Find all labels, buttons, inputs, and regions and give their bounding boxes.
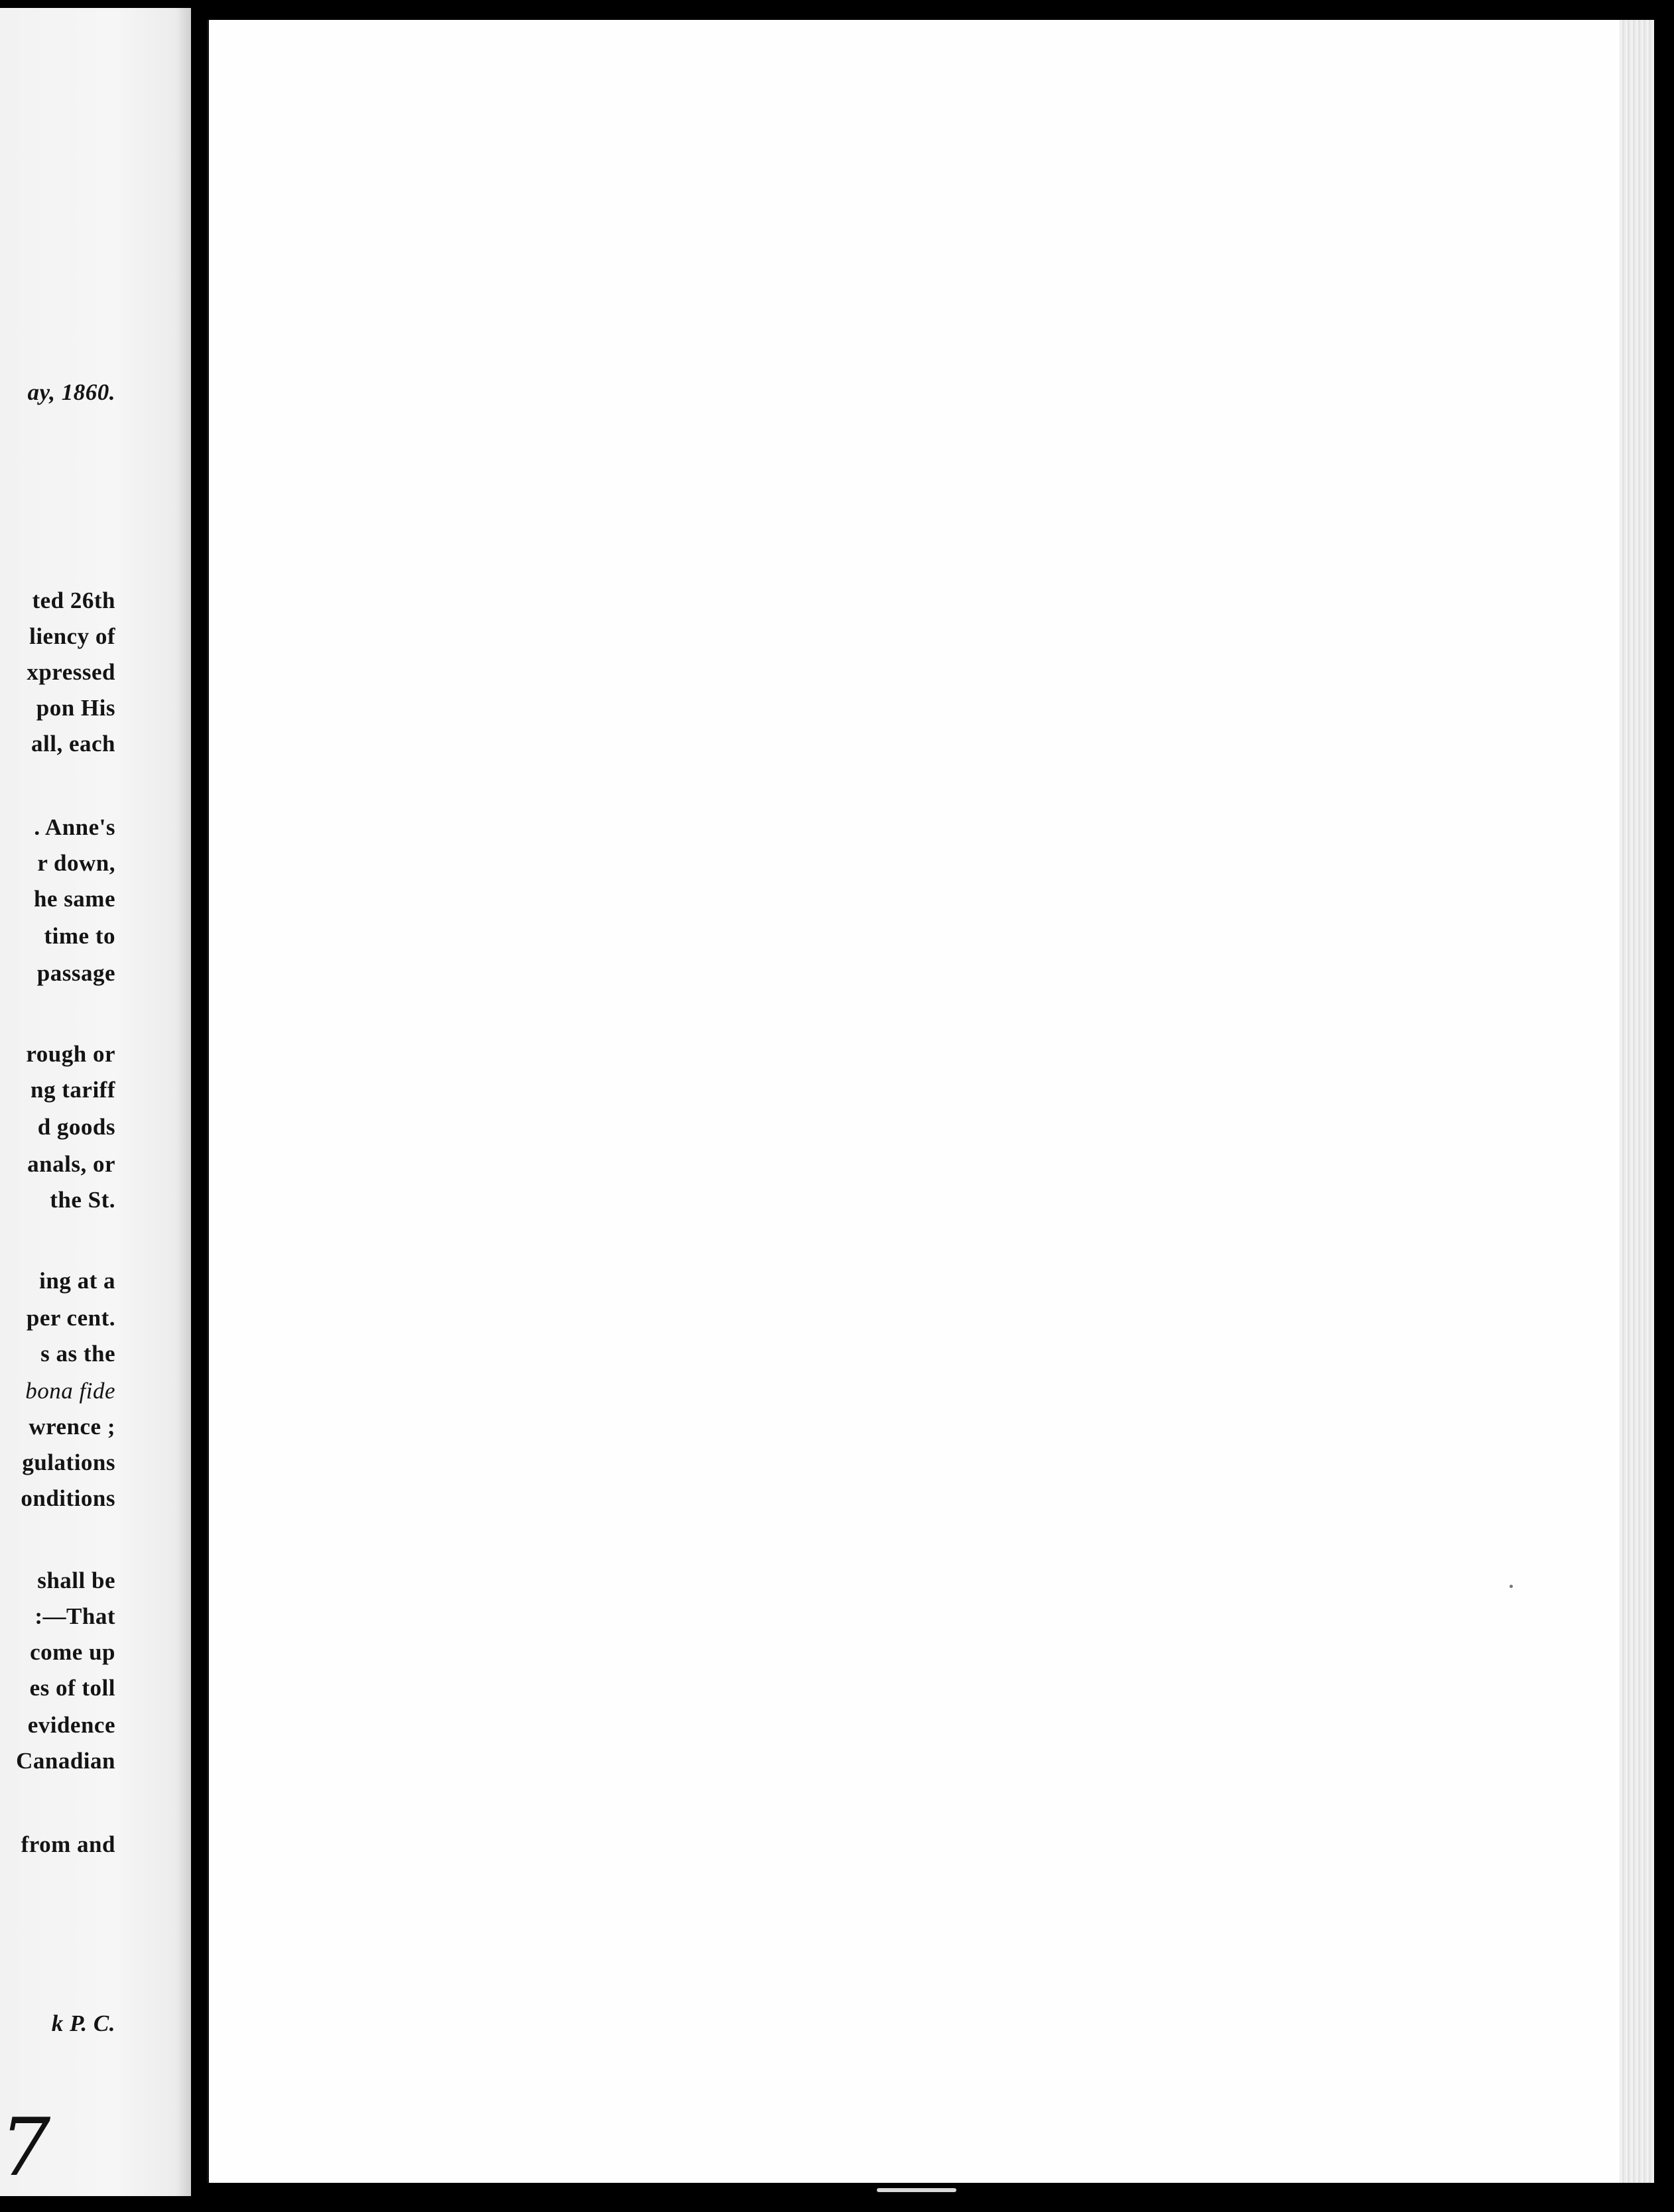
- text-line-l21: wrence ;: [29, 1414, 115, 1440]
- handwritten-mark: 7: [0, 2102, 51, 2194]
- text-line-l28: evidence: [27, 1712, 115, 1738]
- text-line-l27: es of toll: [29, 1675, 115, 1701]
- text-line-l30: from and: [21, 1831, 115, 1857]
- text-line-l26: come up: [30, 1639, 115, 1665]
- text-line-l17: ing at a: [39, 1268, 115, 1294]
- stacked-page-edges: [1620, 20, 1654, 2183]
- text-line-l16: the St.: [50, 1187, 115, 1213]
- text-line-l04: xpressed: [27, 659, 115, 685]
- text-line-l23: onditions: [21, 1485, 115, 1511]
- text-line-l02: ted 26th: [32, 587, 115, 613]
- text-line-l12: rough or: [26, 1041, 115, 1067]
- blank-right-page: [207, 20, 1622, 2183]
- text-line-l05: pon His: [36, 695, 115, 721]
- text-line-l19: s as the: [40, 1341, 115, 1367]
- text-line-l08: r down,: [37, 850, 115, 876]
- text-line-l09: he same: [33, 886, 115, 912]
- date-line-text: ay, 1860.: [27, 379, 115, 405]
- text-line-l07: . Anne's: [34, 814, 115, 840]
- text-line-l15: anals, or: [27, 1151, 115, 1177]
- text-line-l06: all, each: [31, 731, 115, 757]
- date-line: [28, 379, 116, 406]
- bottom-edge-mark: [877, 2188, 956, 2192]
- text-line-l22: gulations: [22, 1449, 115, 1475]
- text-line-l29: Canadian: [16, 1748, 115, 1774]
- text-line-l10: time to: [44, 923, 115, 949]
- text-line-l20: bona fide: [25, 1378, 115, 1404]
- book-gutter: [191, 0, 207, 2212]
- text-line-l24: shall be: [37, 1567, 115, 1593]
- text-line-l13: ng tariff: [31, 1077, 115, 1103]
- text-line-l18: per cent.: [26, 1305, 115, 1331]
- text-line-l14: d goods: [37, 1114, 115, 1140]
- text-line-l11: passage: [36, 960, 115, 986]
- text-line-l03: liency of: [29, 623, 115, 649]
- signature-line: k P. C.: [51, 2010, 115, 2036]
- paper-speck: [1510, 1585, 1513, 1588]
- left-facing-page: [0, 8, 191, 2196]
- text-line-l25: :—That: [34, 1603, 115, 1629]
